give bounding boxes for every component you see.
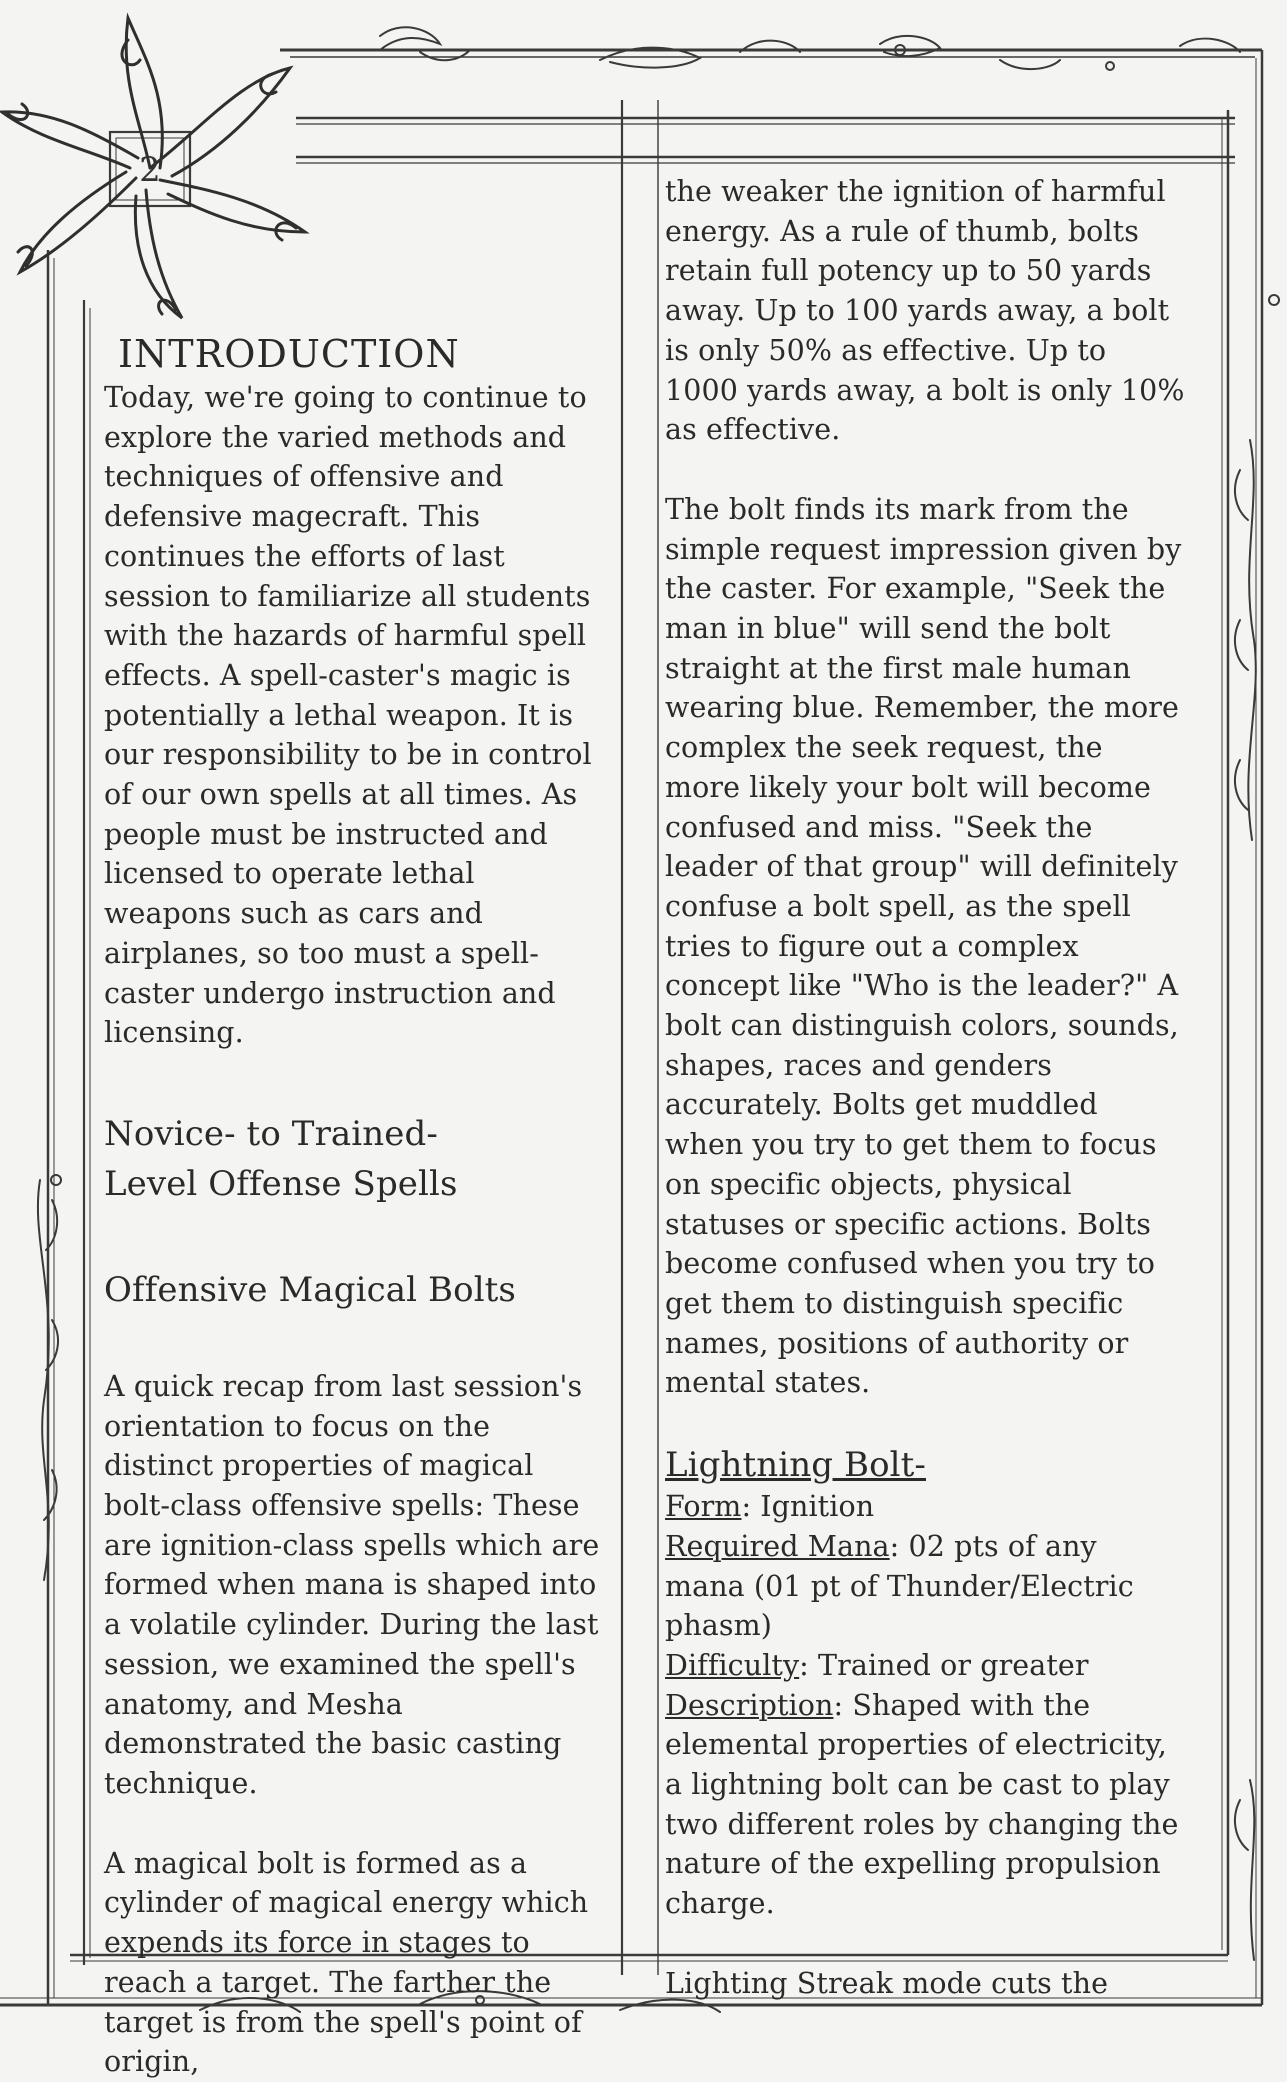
spell-mana-value: : 02 pts of any mana (01 pt of Thunder/Electric phasm) [665, 1529, 1134, 1643]
right-column [665, 172, 1185, 2004]
novice-offense-heading-line2: Level Offense Spells [104, 1163, 458, 1204]
spell-difficulty-value: : Trained or greater [799, 1648, 1089, 1682]
spell-description-value: : Shaped with the elemental properties of electricity, a lightning bolt can be cast to play two different roles by changing the nature of the expelling propulsion charge. [665, 1688, 1179, 1921]
spell-difficulty-label: Difficulty [665, 1648, 800, 1682]
intro-paragraph: Today, we're going to continue to explore the varied methods and techniques of offensive and defensive magecraft. This continues the efforts of last session to familiarize all students with the hazards of harmful spell effects. A spell-caster's magic is potentially a lethal weapon. It is our responsibility to be in control of our own spells at all times. As people must be instructed and licensed to operate lethal weapons such as cars and airplanes, so too must a spell-caster undergo instruction and licensing. [104, 381, 592, 1050]
spell-description [665, 1686, 1185, 1924]
spell-difficulty [665, 1646, 1185, 1686]
recap-paragraph: A quick recap from last session's orientation to focus on the distinct properties of magical bolt-class offensive spells: These are ignition-class spells which are formed when mana is shaped into a volatile cylinder. During the last session, we examined the spell's anatomy, and Mesha demonstrated the basic casting technique. [104, 1369, 600, 1800]
bolt-formation-paragraph: A magical bolt is formed as a cylinder of magical energy which expends its force in stages to reach a target. The farther the target is from the spell's point of origin, [104, 1846, 589, 2079]
introduction-heading: INTRODUCTION [118, 332, 460, 376]
spell-description-label: Description [665, 1688, 834, 1722]
spell-form-value: : Ignition [741, 1490, 875, 1524]
spell-title: Lightning Bolt- [665, 1445, 926, 1486]
magical-bolts-heading: Offensive Magical Bolts [104, 1269, 516, 1310]
continuation-paragraph: the weaker the ignition of harmful energy. As a rule of thumb, bolts retain full potency up to 50 yards away. Up to 100 yards away, a bolt is only 50% as effective. Up to 1000 yards away, a bolt is only 10% as effective. [665, 175, 1185, 447]
page-number: 2 [139, 150, 161, 190]
novice-offense-heading-line1: Novice- to Trained- [104, 1113, 438, 1154]
novice-offense-heading [104, 1109, 604, 1209]
spell-entry-lightning-bolt [665, 1443, 1185, 1924]
spell-form-label: Form [665, 1490, 742, 1524]
spell-mana [665, 1527, 1185, 1646]
spell-mana-label: Required Mana [665, 1529, 890, 1563]
left-column [104, 330, 604, 2082]
lighting-streak-paragraph: Lighting Streak mode cuts the [665, 1966, 1109, 2000]
seek-request-paragraph: The bolt finds its mark from the simple request impression given by the caster. For example, "Seek the man in blue" will send the bolt straight at the first male human wearing blue. Remember, the more complex the seek request, the more likely your bolt will become confused and miss. "Seek the leader of that group" will definitely confuse a bolt spell, as the spell tries to figure out a complex concept like "Who is the leader?" A bolt can distinguish colors, sounds, shapes, races and genders accurately. Bolts get muddled when you try to get them to focus on specific objects, physical statuses or specific actions. Bolts become confused when you try to get them to distinguish specific names, positions of authority or mental states. [665, 492, 1182, 1400]
spell-form [665, 1487, 1185, 1527]
